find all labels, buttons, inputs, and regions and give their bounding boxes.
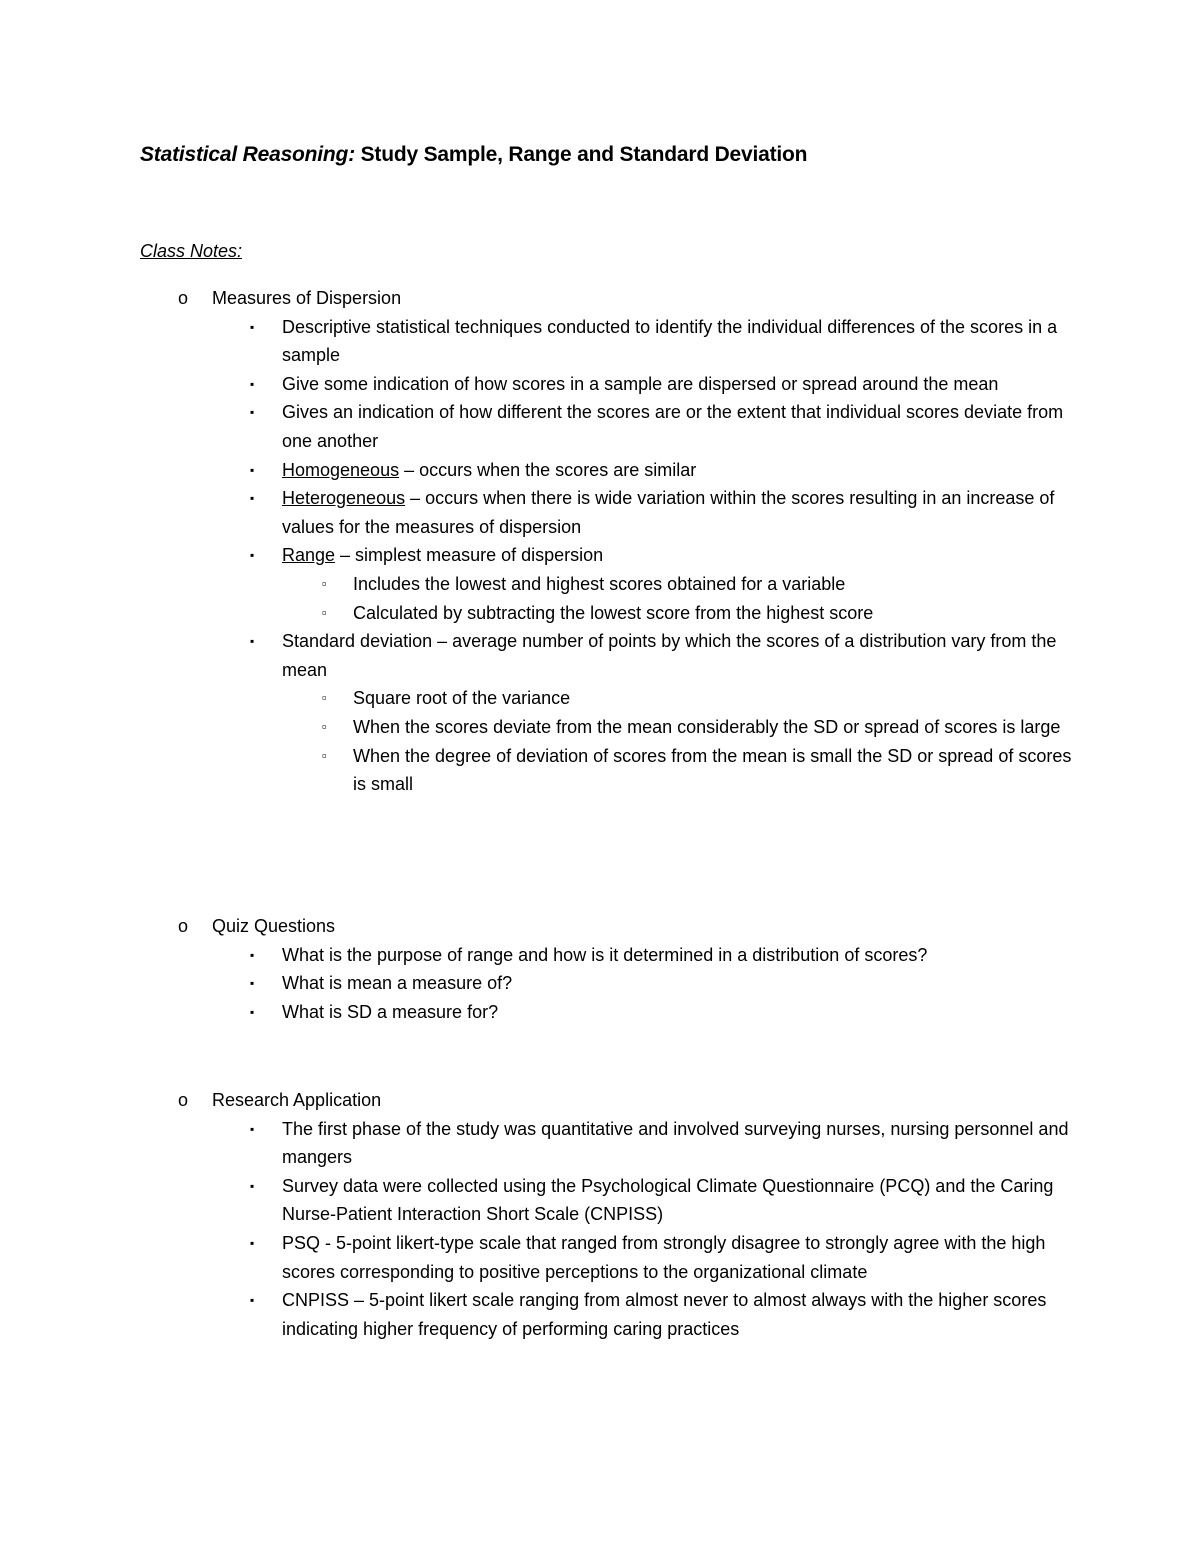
section-heading: Quiz Questions xyxy=(212,916,336,936)
bullet-square: ▪ xyxy=(250,1004,255,1019)
bullet-hollow-square: ▫ xyxy=(322,718,327,734)
list-item xyxy=(0,998,1072,1027)
list-item xyxy=(0,541,1072,570)
list-item xyxy=(0,370,1072,399)
bullet-hollow-square: ▫ xyxy=(322,747,327,763)
list-item xyxy=(0,484,1072,541)
section-quiz-questions xyxy=(0,912,1200,1026)
item-text: Descriptive statistical techniques conducted to identify the individual differences of the scores in a sample xyxy=(282,316,1058,366)
item-text: What is mean a measure of? xyxy=(282,973,513,994)
list-item xyxy=(0,742,1073,799)
title-italic-part: Statistical Reasoning: xyxy=(140,143,355,166)
list-item xyxy=(0,1229,1072,1286)
section-heading: Research Application xyxy=(212,1090,382,1110)
item-text: – occurs when the scores are similar xyxy=(399,459,697,480)
item-text: Give some indication of how scores in a sample are dispersed or spread around the mean xyxy=(282,373,999,394)
bullet-square: ▪ xyxy=(250,491,255,506)
item-text: PSQ - 5-point likert-type scale that ranged from strongly disagree to strongly agree with the high scores corresponding to positive perceptions to the organizational climate xyxy=(282,1232,1046,1282)
bullet-square: ▪ xyxy=(250,1178,255,1193)
list-item xyxy=(0,941,1072,970)
item-text: What is the purpose of range and how is it determined in a distribution of scores? xyxy=(282,944,928,965)
item-text: When the degree of deviation of scores from the mean is small the SD or spread of scores is small xyxy=(353,745,1072,795)
list-item xyxy=(0,684,1073,713)
bullet-square: ▪ xyxy=(250,1293,255,1308)
term-range: Range xyxy=(282,545,336,566)
document-title xyxy=(140,143,807,167)
item-text: – simplest measure of dispersion xyxy=(335,545,604,566)
bullet-square: ▪ xyxy=(250,319,255,334)
title-rest: Study Sample, Range and Standard Deviation xyxy=(354,143,808,166)
list-item xyxy=(0,1172,1072,1229)
list-item xyxy=(0,456,1072,485)
list-item xyxy=(0,912,1200,941)
bullet-square: ▪ xyxy=(250,634,255,649)
bullet-circle: o xyxy=(178,1090,189,1110)
item-text: Standard deviation – average number of points by which the scores of a distribution vary from the mean xyxy=(282,631,1057,680)
list-item xyxy=(0,1286,1072,1343)
bullet-square: ▪ xyxy=(250,462,255,477)
item-text: Gives an indication of how different the scores are or the extent that individual scores deviate from one another xyxy=(282,402,1064,451)
item-text: Calculated by subtracting the lowest score from the highest score xyxy=(353,602,874,623)
item-text: When the scores deviate from the mean considerably the SD or spread of scores is large xyxy=(353,716,1061,737)
list-item xyxy=(0,599,1073,628)
section-research-application xyxy=(0,1086,1200,1343)
list-item xyxy=(0,969,1072,998)
bullet-square: ▪ xyxy=(250,1235,255,1250)
item-text: Square root of the variance xyxy=(353,688,571,709)
item-text: – occurs when there is wide variation within the scores resulting in an increase of values for the measures of dispersion xyxy=(282,488,1055,537)
bullet-square: ▪ xyxy=(250,548,255,563)
section-measures-of-dispersion xyxy=(0,284,1200,799)
term-homogeneous: Homogeneous xyxy=(282,459,400,480)
list-item xyxy=(0,313,1072,370)
list-item xyxy=(0,570,1073,599)
list-item xyxy=(0,627,1072,684)
item-text: What is SD a measure for? xyxy=(282,1001,499,1022)
list-item xyxy=(0,284,1200,313)
item-text: Includes the lowest and highest scores obtained for a variable xyxy=(353,573,846,594)
bullet-circle: o xyxy=(178,288,189,308)
term-heterogeneous: Heterogeneous xyxy=(282,488,406,509)
bullet-square: ▪ xyxy=(250,947,255,962)
bullet-square: ▪ xyxy=(250,405,255,420)
section-heading: Measures of Dispersion xyxy=(212,288,402,308)
item-text: CNPISS – 5-point likert scale ranging from almost never to almost always with the higher scores indicating higher frequency of performing caring practices xyxy=(282,1290,1047,1339)
list-item xyxy=(0,713,1073,742)
item-text: Survey data were collected using the Psychological Climate Questionnaire (PCQ) and the Caring Nurse-Patient Interaction Short Scale (CNPISS) xyxy=(282,1175,1054,1225)
bullet-circle: o xyxy=(178,916,189,936)
list-item xyxy=(0,1086,1200,1115)
bullet-square: ▪ xyxy=(250,376,255,391)
bullet-hollow-square: ▫ xyxy=(322,690,327,706)
item-text: The first phase of the study was quantitative and involved surveying nurses, nursing personnel and mangers xyxy=(282,1118,1069,1168)
bullet-hollow-square: ▫ xyxy=(322,604,327,620)
bullet-square: ▪ xyxy=(250,976,255,991)
list-item xyxy=(0,1115,1072,1172)
class-notes-label: Class Notes: xyxy=(140,241,243,261)
list-item xyxy=(0,398,1072,455)
bullet-square: ▪ xyxy=(250,1121,255,1136)
bullet-hollow-square: ▫ xyxy=(322,575,327,591)
